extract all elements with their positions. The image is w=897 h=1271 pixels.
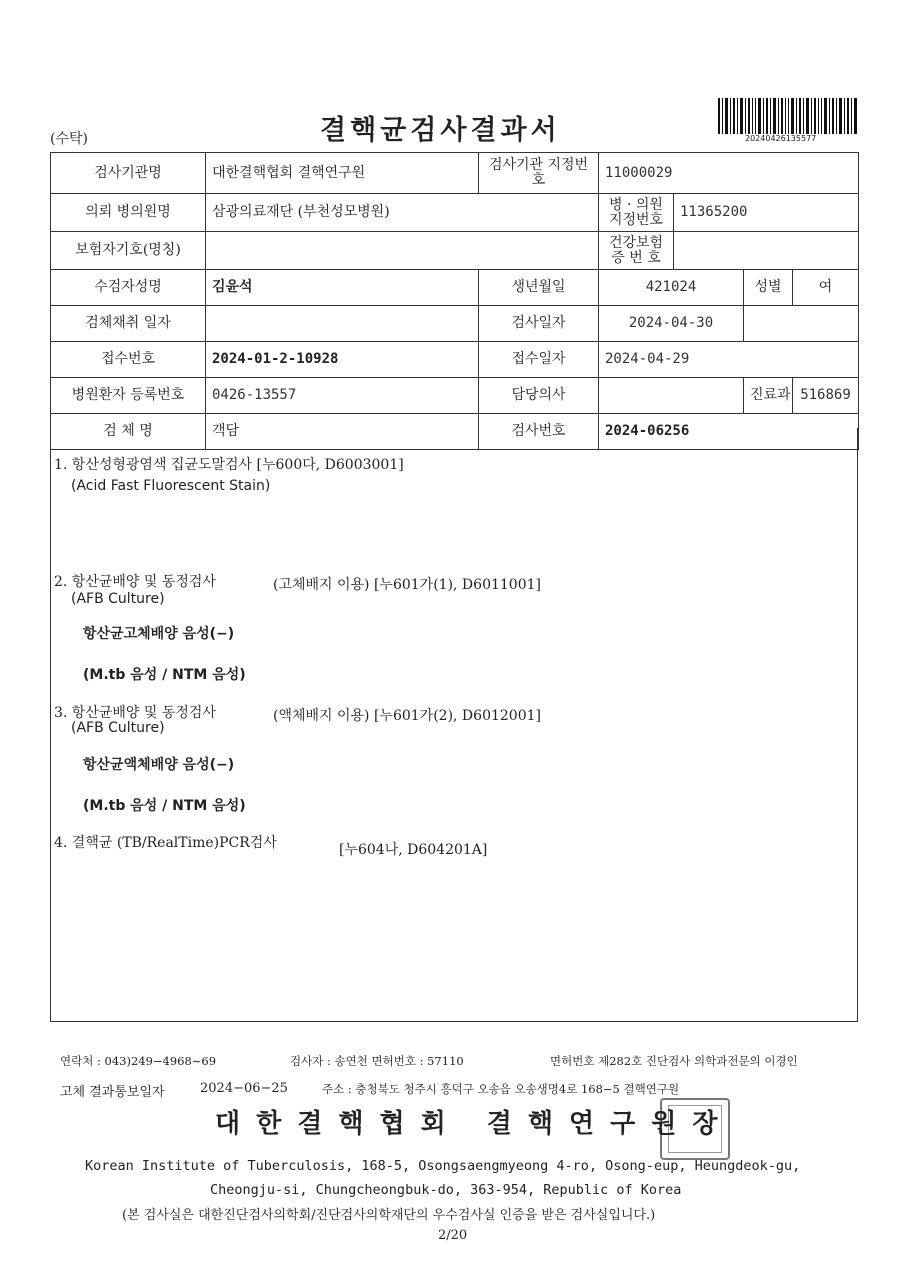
test-2-subtitle: (AFB Culture) (71, 591, 165, 607)
insurer-value (206, 232, 599, 270)
hospital-id: 11365200 (674, 194, 859, 232)
collect-date-label: 검체채취 일자 (51, 306, 206, 342)
physician-license: 면허번호 제282호 진단검사 의학과전문의 이경인 (550, 1054, 798, 1068)
doctor-name (599, 378, 744, 414)
specimen-name: 객담 (206, 414, 479, 450)
patient-name-label: 수검자성명 (51, 270, 206, 306)
report-date: 2024−06−25 (200, 1081, 288, 1096)
test-no-label: 검사번호 (479, 414, 599, 450)
address-english-line1: Korean Institute of Tuberculosis, 168-5, Osongsaengmyeong 4-ro, Osong-eup, Heungdeok-gu, (85, 1158, 801, 1174)
test-2-result: 항산균고체배양 음성(−) (83, 626, 235, 642)
receipt-date-label: 접수일자 (479, 342, 599, 378)
examiner-info: 검사자 : 송연천 면허번호 : 57110 (290, 1054, 464, 1068)
test-1-title: 1. 항산성형광염색 집균도말검사 [누600다, D6003001] (54, 457, 404, 473)
patient-reg-number: 0426-13557 (206, 378, 479, 414)
barcode (718, 98, 858, 134)
organization-name: 대한결핵협회 결핵연구원장 (215, 1109, 734, 1139)
sex-value: 여 (793, 270, 859, 306)
report-date-label: 고체 결과통보일자 (60, 1085, 165, 1100)
dept-value: 516869 (793, 378, 859, 414)
test-2-title: 2. 항산균배양 및 동정검사 (54, 574, 216, 590)
test-2-medium: (고체배지 이용) [누601가(1), D6011001] (273, 577, 541, 593)
address-korean: 주소 : 충청북도 청주시 흥덕구 오송읍 오송생명4로 168−5 결핵연구원 (322, 1082, 680, 1096)
insurance-card-label: 건강보험 증 번 호 (599, 232, 674, 270)
lab-id: 11000029 (599, 153, 859, 194)
hospital-label: 의뢰 병의원명 (51, 194, 206, 232)
test-2-result-detail: (M.tb 음성 / NTM 음성) (83, 667, 246, 683)
specimen-label: 검 체 명 (51, 414, 206, 450)
insurance-card-value (674, 232, 859, 270)
contact-info: 연락처 : 043)249−4968∼69 (60, 1054, 217, 1068)
collect-date (206, 306, 479, 342)
consignment-label: (수탁) (50, 131, 88, 147)
patient-name: 김윤석 (206, 270, 479, 306)
test-4-title: 4. 결핵균 (TB/RealTime)PCR검사 (54, 835, 277, 851)
test-date-label: 검사일자 (479, 306, 599, 342)
certification-note: (본 검사실은 대한진단검사의학회/진단검사의학재단의 우수검사실 인증을 받은 검사실입니다.) (122, 1208, 656, 1223)
patient-reg-label: 병원환자 등록번호 (51, 378, 206, 414)
barcode-number: 20240426135577 (745, 134, 817, 143)
lab-id-label: 검사기관 지정번호 (479, 153, 599, 194)
test-3-subtitle: (AFB Culture) (71, 720, 165, 736)
page-number: 2/20 (438, 1228, 468, 1243)
document-title: 결핵균검사결과서 (320, 115, 561, 146)
test-1-subtitle: (Acid Fast Fluorescent Stain) (71, 478, 271, 494)
receipt-number: 2024-01-2-10928 (206, 342, 479, 378)
test-3-result: 항산균액체배양 음성(−) (83, 757, 235, 773)
test-3-result-detail: (M.tb 음성 / NTM 음성) (83, 798, 246, 814)
receipt-no-label: 접수번호 (51, 342, 206, 378)
birth-date: 421024 (599, 270, 744, 306)
test-4-code: [누604나, D604201A] (339, 842, 488, 858)
lab-name: 대한결핵협회 결핵연구원 (206, 153, 479, 194)
test-date: 2024-04-30 (599, 306, 744, 342)
test-3-medium: (액체배지 이용) [누601가(2), D6012001] (273, 708, 541, 724)
hospital-id-label: 병 · 의원 지정번호 (599, 194, 674, 232)
receipt-date: 2024-04-29 (599, 342, 859, 378)
test-3-title: 3. 항산균배양 및 동정검사 (54, 705, 216, 721)
dept-label: 진료과 (744, 378, 793, 414)
info-table (50, 152, 859, 450)
hospital-name: 삼광의료재단 (부천성모병원) (206, 194, 599, 232)
test-number: 2024-06256 (599, 414, 859, 450)
lab-name-label: 검사기관명 (51, 153, 206, 194)
insurer-label: 보험자기호(명칭) (51, 232, 206, 270)
results-box (50, 428, 858, 1022)
address-english-line2: Cheongju-si, Chungcheongbuk-do, 363-954, Republic of Korea (210, 1182, 682, 1198)
doctor-label: 담당의사 (479, 378, 599, 414)
birth-label: 생년월일 (479, 270, 599, 306)
sex-label: 성별 (744, 270, 793, 306)
